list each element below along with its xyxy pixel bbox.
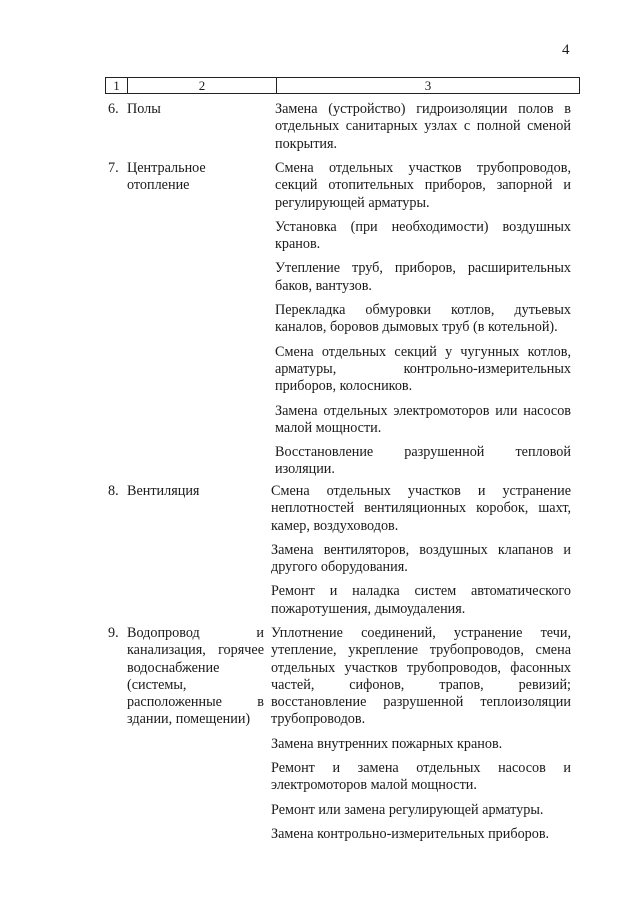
section-number: 9.: [108, 625, 119, 641]
section-title: Полы: [127, 101, 161, 117]
list-item: Замена внутренних пожарных кранов.: [271, 735, 503, 752]
header-col-3: 3: [424, 78, 432, 93]
list-item: Установка (при необходимости) воздушных кранов.: [275, 218, 571, 253]
list-item: Замена контрольно-измерительных приборов.: [271, 825, 550, 842]
list-item: Замена (устройство) гидроизоляции полов в отдельных санитарных узлах с полной сменой покрытия.: [275, 101, 571, 152]
header-col-1: 1: [106, 78, 128, 93]
table-header-row: [105, 77, 580, 94]
list-item: Утепление труб, приборов, расширительных баков, вантузов.: [275, 260, 571, 294]
section-title: Вентиляция: [127, 483, 200, 499]
list-item: Ремонт и замена отдельных насосов и электромоторов малой мощности.: [271, 760, 571, 794]
list-item: Ремонт и наладка систем автоматического пожаротушения, дымоудаления.: [271, 583, 571, 617]
list-item: Смена отдельных участков и устранение неплотностей вентиляционных коробок, шахт, камер, воздуховодов.: [271, 483, 571, 534]
list-item: Восстановление разрушенной тепловой изоляции.: [275, 444, 571, 478]
list-item: Перекладка обмуровки котлов, дутьевых каналов, боровов дымовых труб (в котельной).: [275, 302, 571, 336]
list-item: Смена отдельных секций у чугунных котлов, арматуры, контрольно-измерительных приборов, колосников.: [275, 343, 571, 395]
page-number: 4: [562, 42, 570, 58]
section-title: Водопровод и канализация, горячее водоснабжение (системы, расположенные в здании, помещении): [127, 625, 264, 728]
section-number: 7.: [108, 160, 119, 176]
list-item: Смена отдельных участков трубопроводов, секций отопительных приборов, запорной и регулирующей арматуры.: [275, 160, 571, 211]
section-number: 8.: [108, 483, 119, 499]
list-item: Замена отдельных электромоторов или насосов малой мощности.: [275, 402, 571, 436]
list-item: Уплотнение соединений, устранение течи, утепление, укрепление трубопроводов, смена отдельных участков трубопроводов, фасонных частей, сифонов, трапов, ревизий; восстановление разрушенной теплоизоляции трубопроводов.: [271, 625, 571, 728]
list-item: Ремонт или замена регулирующей арматуры.: [271, 801, 544, 818]
section-title: Центральное отопление: [127, 160, 206, 194]
header-col-2: 2: [128, 78, 277, 93]
section-number: 6.: [108, 101, 119, 117]
list-item: Замена вентиляторов, воздушных клапанов и другого оборудования.: [271, 541, 571, 576]
